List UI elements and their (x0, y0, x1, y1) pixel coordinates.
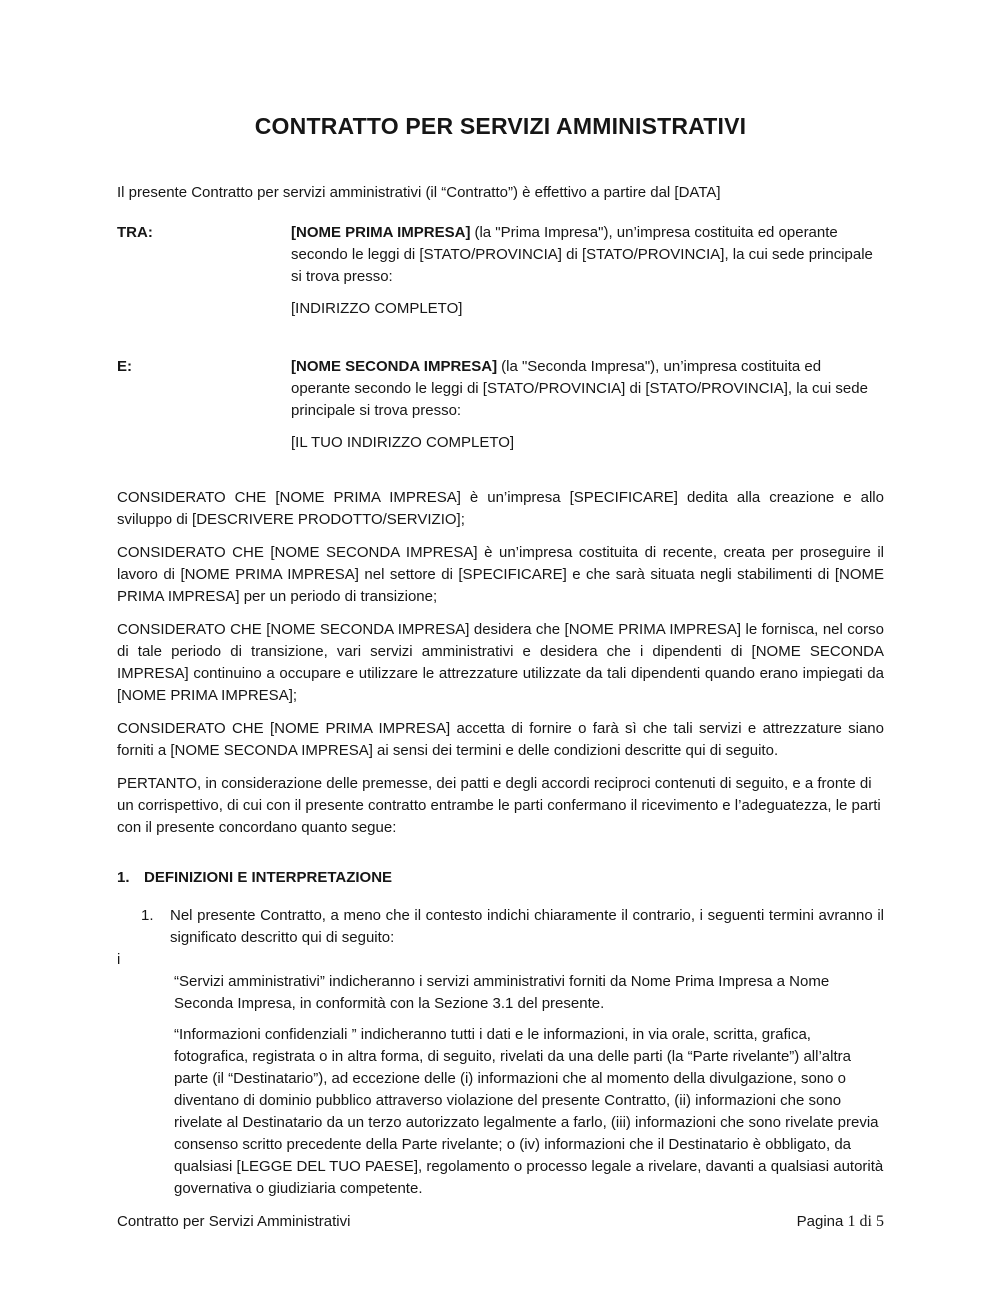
recital-paragraph-3: CONSIDERATO CHE [NOME SECONDA IMPRESA] desidera che [NOME PRIMA IMPRESA] le fornisca, nel corso di tale periodo di transizione, vari servizi amministrativi e desidera che i dipendenti di [NOME SECONDA IMPRESA] continuino a occupare e utilizzare le attrezzature utilizzate da tali dipendenti quando erano impiegati da [NOME PRIMA IMPRESA]; (117, 621, 884, 704)
section-number: 1. (117, 869, 130, 886)
party-description-tra (291, 222, 884, 288)
list-item-number: 1. (141, 907, 154, 924)
party-name-e: [NOME SECONDA IMPRESA] (291, 358, 498, 375)
party-content-tra (291, 222, 884, 320)
definition-paragraph-1: “Servizi amministrativi” indicheranno i servizi amministrativi forniti da Nome Prima Impresa a Nome Seconda Impresa, in conformità con la Sezione 3.1 del presente. (174, 973, 830, 1012)
recital-paragraph-2: CONSIDERATO CHE [NOME SECONDA IMPRESA] è un’impresa costituita di recente, creata per proseguire il lavoro di [NOME PRIMA IMPRESA] nel settore di [SPECIFICARE] e che sarà situata negli stabilimenti di [NOME PRIMA IMPRESA] per un periodo di transizione; (117, 544, 884, 605)
party-content-e (291, 356, 884, 454)
party-label-tra: TRA: (117, 224, 153, 241)
party-description-text-tra: (la "Prima Impresa"), un’impresa costituita ed operante secondo le leggi di [STATO/PROVINCIA] di [STATO/PROVINCIA], la cui sede principale si trova presso: (291, 224, 873, 285)
section-title: DEFINIZIONI E INTERPRETAZIONE (144, 869, 393, 886)
recital-paragraph-4: CONSIDERATO CHE [NOME PRIMA IMPRESA] accetta di fornire o farà sì che tali servizi e attrezzature siano forniti a [NOME SECONDA IMPRESA] ai sensi dei termini e delle condizioni descritte qui di seguito. (117, 720, 884, 759)
section-heading (117, 867, 884, 889)
page-footer (117, 1211, 884, 1233)
footer-doc-title: Contratto per Servizi Amministrativi (117, 1213, 351, 1230)
definition-paragraph-2: “Informazioni confidenziali ” indicheranno tutti i dati e le informazioni, in via orale, scritta, grafica, fotografica, registrata o in altra forma, di seguito, rivelati da una delle parti (la “Parte rivelante”) all’altra parte (il “Destinatario”), ad eccezione delle (i) informazioni che al momento della divulgazione, sono o diventano di dominio pubblico attraverso violazione del presente Contratto, (ii) informazioni che sono rivelate al Destinatario da un terzo autorizzato legalmente a farlo, (iii) informazioni che sono rivelate previa consenso scritto precedente della Parte rivelante; o (iv) informazioni che il Destinatario è obbligato, da qualsiasi [LEGGE DEL TUO PAESE], regolamento o processo legale a rivelare, davanti a qualsiasi autorità governativa o giudiziaria competente. (174, 1026, 884, 1197)
recital-paragraph-1: CONSIDERATO CHE [NOME PRIMA IMPRESA] è un’impresa [SPECIFICARE] dedita alla creazione e allo sviluppo di [DESCRIVERE PRODOTTO/SERVIZIO]; (117, 489, 884, 528)
list-item-1 (117, 905, 884, 949)
party-block-tra (117, 222, 884, 320)
footer-page-indicator (797, 1211, 884, 1233)
party-label-e: E: (117, 358, 132, 375)
footer-page-label: Pagina (796, 1213, 844, 1230)
party-description-text-e: (la "Seconda Impresa"), un’impresa costituita ed operante secondo le leggi di [STATO/PROVINCIA] di [STATO/PROVINCIA], la cui sede principale si trova presso: (291, 358, 868, 419)
page-title: CONTRATTO PER SERVIZI AMMINISTRATIVI (254, 113, 747, 139)
party-address-tra: [INDIRIZZO COMPLETO] (291, 300, 463, 317)
party-description-e (291, 356, 884, 422)
pertanto-paragraph: PERTANTO, in considerazione delle premesse, dei patti e degli accordi reciproci contenuti di seguito, e a fronte di un corrispettivo, di cui con il presente contratto entrambe le parti confermano il ricevimento e l’adeguatezza, le parti con il presente concordano quanto segue: (117, 775, 881, 836)
party-address-e: [IL TUO INDIRIZZO COMPLETO] (291, 434, 515, 451)
stray-char: i (117, 951, 121, 968)
footer-page-number: 1 di 5 (847, 1213, 884, 1230)
party-block-e (117, 356, 884, 454)
party-name-tra: [NOME PRIMA IMPRESA] (291, 224, 471, 241)
intro-paragraph: Il presente Contratto per servizi amministrativi (il “Contratto”) è effettivo a partire dal [DATA] (117, 184, 721, 201)
list-item-text: Nel presente Contratto, a meno che il contesto indichi chiaramente il contrario, i seguenti termini avranno il significato descritto qui di seguito: (170, 907, 884, 946)
